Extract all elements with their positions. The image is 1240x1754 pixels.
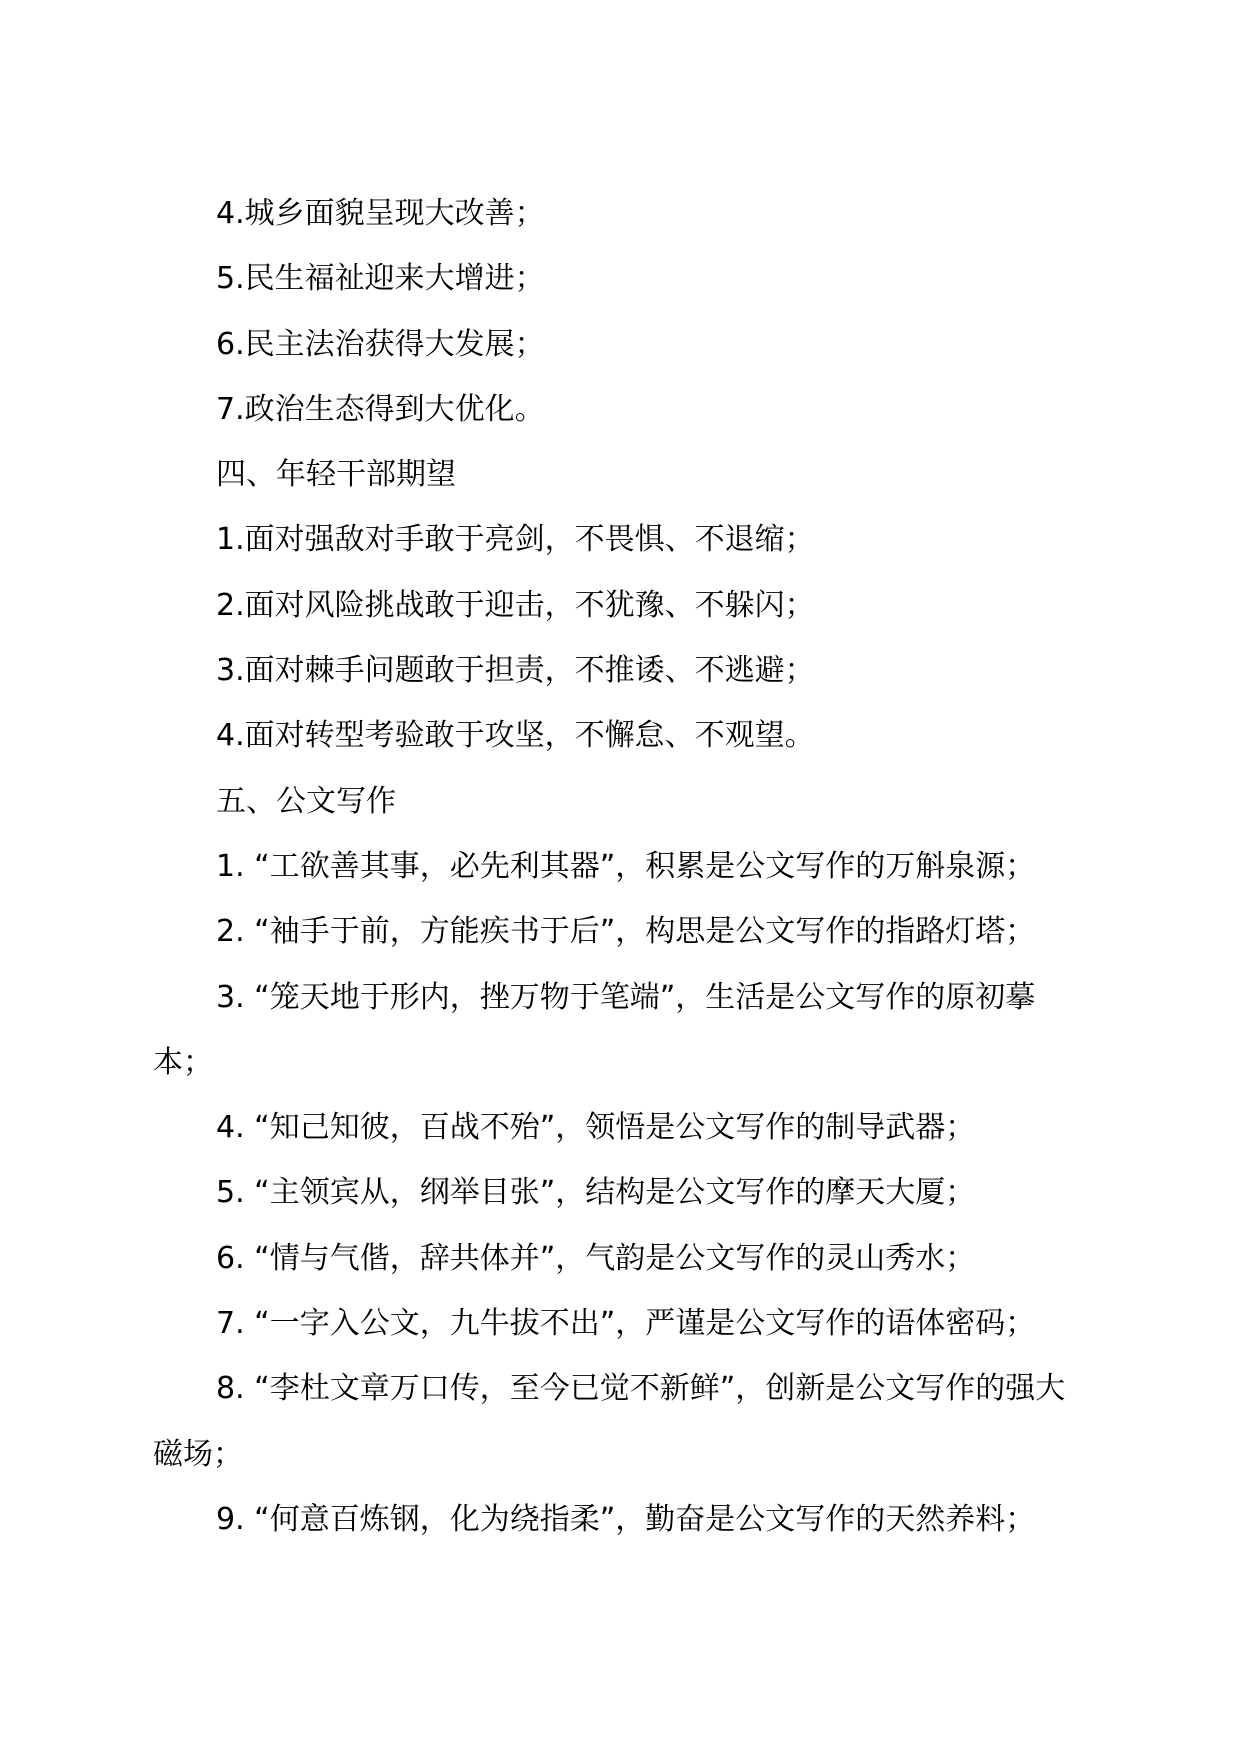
- section-heading: 五、公文写作: [216, 783, 396, 819]
- document-body: [153, 181, 1088, 1552]
- list-item: 9. “何意百炼钢，化为绕指柔”，勤奋是公文写作的天然养料；: [216, 1501, 1036, 1537]
- list-item: 1. “工欲善其事，必先利其器”，积累是公文写作的万斛泉源；: [216, 848, 1036, 884]
- list-item: 5. “主领宾从，纲举目张”，结构是公文写作的摩天大厦；: [216, 1175, 976, 1211]
- list-item: 6. “情与气偕，辞共体并”，气韵是公文写作的灵山秀水；: [216, 1240, 976, 1276]
- list-item: 4.城乡面貌呈现大改善；: [216, 196, 545, 231]
- list-item: 3. “笼天地于形内，挫万物于笔端”，生活是公文写作的原初摹本；: [153, 979, 1036, 1080]
- list-item: 8. “李杜文章万口传，至今已觉不新鲜”，创新是公文写作的强大磁场；: [153, 1371, 1066, 1472]
- list-item: 7. “一字入公文，九牛拔不出”，严谨是公文写作的语体密码；: [216, 1306, 1036, 1342]
- list-item: 5.民生福祉迎来大增进；: [216, 261, 545, 297]
- list-item: 7.政治生态得到大优化。: [216, 391, 545, 427]
- section-heading: 四、年轻干部期望: [216, 457, 456, 493]
- list-item: 6.民主法治获得大发展；: [216, 326, 545, 362]
- list-item: 1.面对强敌对手敢于亮剑，不畏惧、不退缩；: [216, 522, 815, 558]
- list-item: 2. “袖手于前，方能疾书于后”，构思是公文写作的指路灯塔；: [216, 914, 1036, 950]
- list-item: 4.面对转型考验敢于攻坚，不懈怠、不观望。: [216, 718, 815, 754]
- list-item: 3.面对棘手问题敢于担责，不推诿、不逃避；: [216, 653, 815, 689]
- list-item: 2.面对风险挑战敢于迎击，不犹豫、不躲闪；: [216, 587, 815, 623]
- list-item: 4. “知己知彼，百战不殆”，领悟是公文写作的制导武器；: [216, 1110, 976, 1146]
